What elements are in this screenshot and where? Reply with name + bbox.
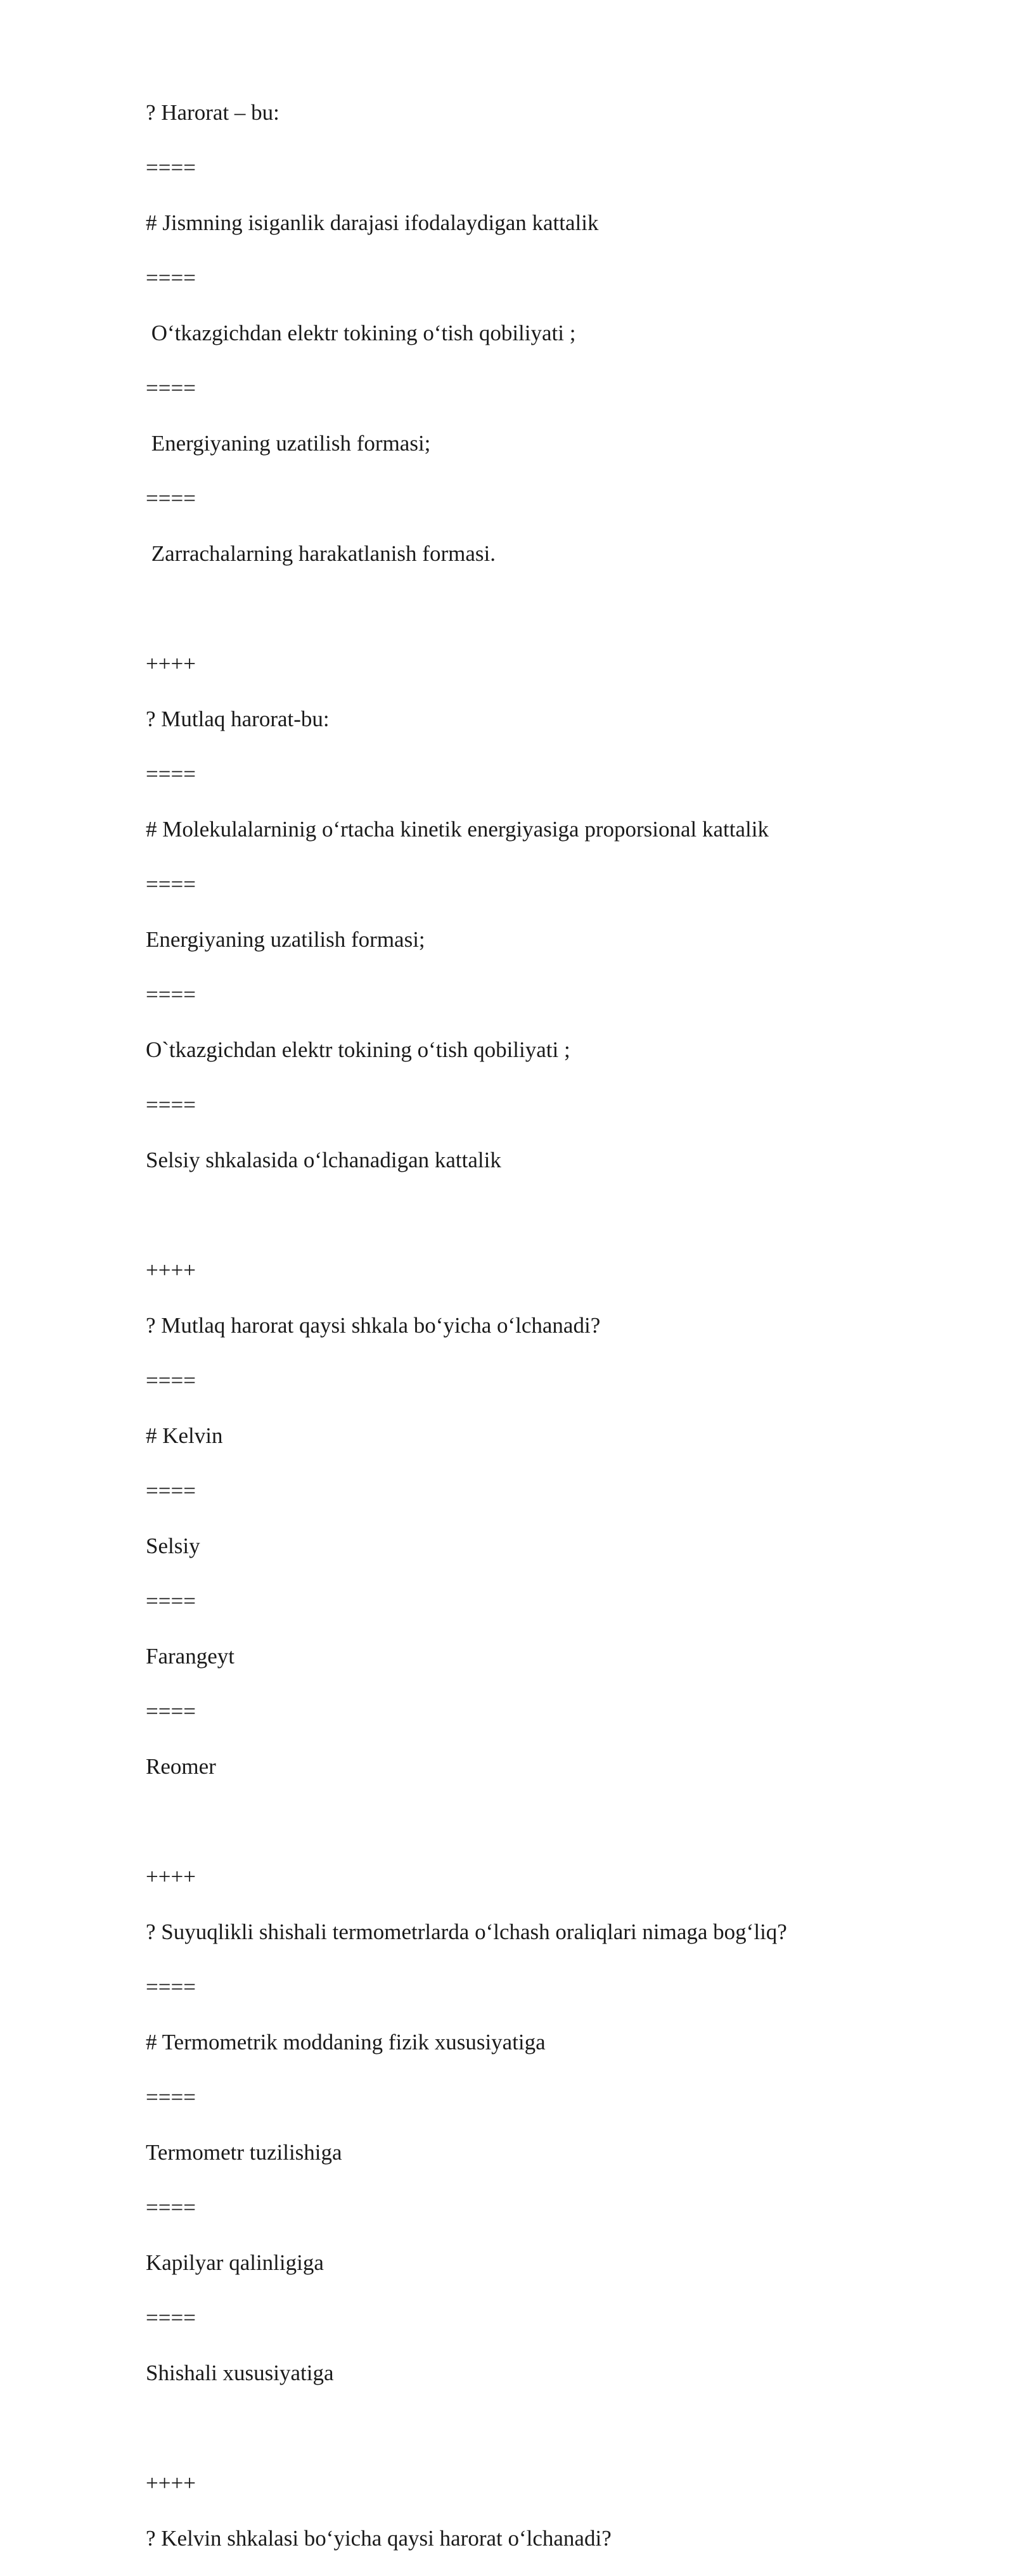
separator: ==== — [146, 1975, 196, 1999]
separator: ==== — [146, 872, 196, 897]
answer-option: Farangeyt — [146, 1644, 234, 1669]
blank-line — [146, 2411, 906, 2466]
blank-line — [146, 1198, 906, 1253]
separator: ==== — [146, 376, 196, 400]
separator: ==== — [146, 155, 196, 180]
correct-answer: # Jismning isiganlik darajasi ifodalaydigan kattalik — [146, 210, 599, 235]
separator: ==== — [146, 1368, 196, 1393]
separator: ==== — [146, 2195, 196, 2220]
separator: ==== — [146, 486, 196, 511]
separator: ==== — [146, 2085, 196, 2110]
separator: ==== — [146, 1589, 196, 1613]
separator: ==== — [146, 762, 196, 786]
question-text: ? Mutlaq harorat qaysi shkala bo‘yicha o‘lchanadi? — [146, 1313, 601, 1338]
question-text: ? Suyuqlikli shishali termometrlarda o‘lchash oraliqlari nimaga bog‘liq? — [146, 1919, 787, 1944]
question-text: ? Mutlaq harorat-bu: — [146, 707, 330, 731]
separator: ==== — [146, 2305, 196, 2330]
answer-option: Energiyaning uzatilish formasi; — [146, 927, 425, 952]
correct-answer: # Termometrik moddaning fizik xususiyatiga — [146, 2030, 546, 2054]
question-delimiter: ++++ — [146, 651, 196, 676]
answer-option: Zarrachalarning harakatlanish formasi. — [146, 541, 496, 566]
question-delimiter: ++++ — [146, 1258, 196, 1283]
question-delimiter: ++++ — [146, 2471, 196, 2496]
question-text: ? Harorat – bu: — [146, 100, 279, 125]
separator: ==== — [146, 1478, 196, 1503]
answer-option: O`tkazgichdan elektr tokining o‘tish qobiliyati ; — [146, 1037, 570, 1062]
correct-answer: # Molekulalarninig o‘rtacha kinetik energiyasiga proporsional kattalik — [146, 817, 769, 842]
answer-option: Energiyaning uzatilish formasi; — [146, 431, 431, 456]
correct-answer: # Kelvin — [146, 1423, 223, 1448]
separator: ==== — [146, 1699, 196, 1724]
separator: ==== — [146, 1093, 196, 1117]
separator: ==== — [146, 266, 196, 290]
answer-option: Shishali xususiyatiga — [146, 2361, 334, 2385]
answer-option: Kapilyar qalinligiga — [146, 2250, 324, 2275]
answer-option: Selsiy shkalasida o‘lchanadigan kattalik — [146, 1148, 501, 1172]
separator: ==== — [146, 982, 196, 1007]
answer-option: Selsiy — [146, 1534, 200, 1558]
answer-option: Reomer — [146, 1754, 216, 1779]
answer-option: Termometr tuzilishiga — [146, 2140, 342, 2165]
blank-line — [146, 591, 906, 646]
question-delimiter: ++++ — [146, 1864, 196, 1889]
answer-option: O‘tkazgichdan elektr tokining o‘tish qobiliyati ; — [146, 321, 576, 345]
document-page — [146, 95, 906, 2576]
blank-line — [146, 1804, 906, 1859]
question-text: ? Kelvin shkalasi bo‘yicha qaysi harorat o‘lchanadi? — [146, 2526, 612, 2551]
